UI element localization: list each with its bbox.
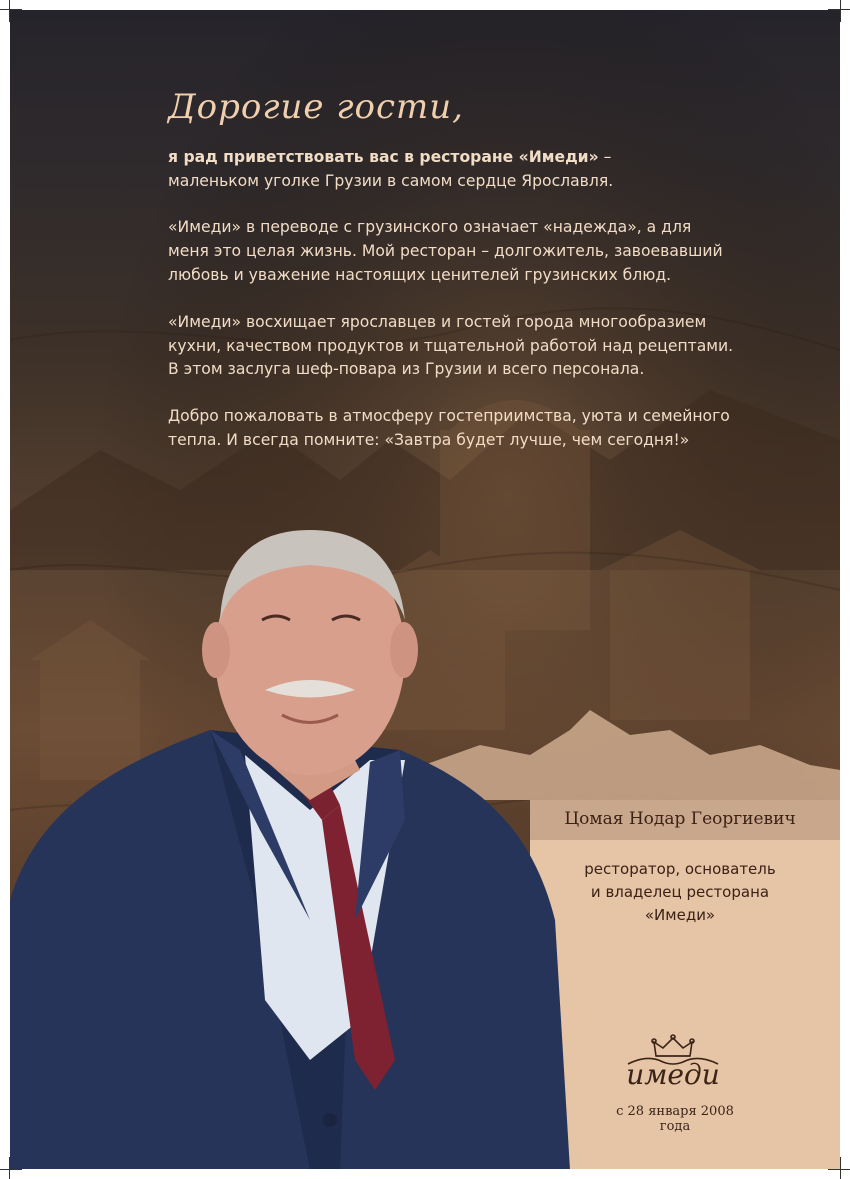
paragraph-line: В этом заслуга шеф-повара из Грузии и всего персонала. <box>168 360 645 379</box>
paragraph-line: любовь и уважение настоящих ценителей грузинских блюд. <box>168 265 672 284</box>
intro-rest-text: маленьком уголке Грузии в самом сердце Ярославля. <box>168 171 614 190</box>
crop-mark <box>828 1169 850 1170</box>
paragraph-line: тепла. И всегда помните: «Завтра будет лучше, чем сегодня!» <box>168 430 690 449</box>
crop-mark <box>840 1157 841 1179</box>
owner-portrait <box>10 500 570 1169</box>
founded-date: с 28 января 2008 года <box>616 1104 734 1134</box>
crop-mark <box>840 0 841 22</box>
role-line: «Имеди» <box>644 906 716 924</box>
paragraph-line: «Имеди» восхищает ярославцев и гостей города многообразием <box>168 312 707 331</box>
paragraph-line: Добро пожаловать в атмосферу гостеприимства, уюта и семейного <box>168 407 730 426</box>
role-line: и владелец ресторана <box>590 883 770 901</box>
intro-bold-text: я рад приветствовать вас в ресторане «Имеди» <box>168 147 599 166</box>
owner-role <box>530 858 830 927</box>
owner-name: Цомая Нодар Георгиевич <box>564 809 796 829</box>
crop-mark <box>0 1169 22 1170</box>
letter-heading: Дорогие гости, <box>168 87 464 127</box>
intro-dash: – <box>598 147 612 166</box>
poster-page <box>10 10 840 1169</box>
role-line: ресторатор, основатель <box>584 860 776 878</box>
paragraph-line: кухни, качеством продуктов и тщательной работой над рецептами. <box>168 336 734 355</box>
paragraph-line: меня это целая жизнь. Мой ресторан – долгожитель, завоевавший <box>168 242 723 261</box>
paragraph-line: «Имеди» в переводе с грузинского означает «надежда», а для <box>168 218 692 237</box>
restaurant-brand: имеди <box>626 1058 720 1091</box>
